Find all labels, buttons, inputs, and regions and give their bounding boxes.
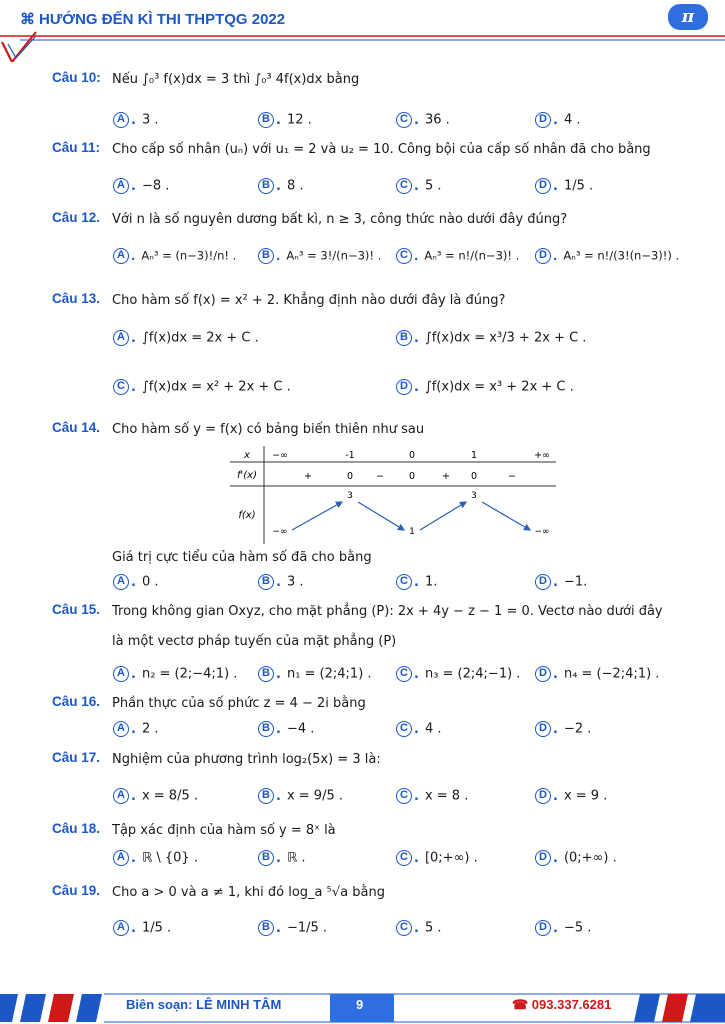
question-label: Câu 13. [52, 291, 101, 306]
vt-fprime-zero: 0 [470, 471, 478, 482]
q13-option-a[interactable]: A . ∫f(x)dx = 2x + C . [113, 330, 259, 346]
q14-option-d[interactable]: D . −1. [535, 574, 587, 590]
option-letter-icon: B [396, 330, 412, 346]
q15-option-a[interactable]: A . n₂ = (2;−4;1) . [113, 666, 237, 682]
q15-option-d[interactable]: D . n₄ = (−2;4;1) . [535, 666, 659, 682]
question-text: Tập xác định của hàm số y = 8ˣ là [112, 823, 336, 838]
page-header [0, 0, 725, 62]
vt-x-value: +∞ [534, 450, 550, 461]
vt-f-value: −∞ [272, 527, 288, 537]
q11-option-b[interactable]: B . 8 . [258, 178, 304, 194]
question-text: Giá trị cực tiểu của hàm số đã cho bằng [112, 550, 372, 565]
page-number: 9 [356, 997, 364, 1012]
q16-option-c[interactable]: C . 4 . [396, 721, 442, 737]
q17-option-a[interactable]: A . x = 8/5 . [113, 788, 198, 804]
question-text: Trong không gian Oxyz, cho mặt phẳng (P): 2x + 4y − z − 1 = 0. Vectơ nào dưới đây [112, 604, 663, 619]
option-letter-icon: D [396, 379, 412, 395]
q17-option-d[interactable]: D . x = 9 . [535, 788, 607, 804]
vt-row-label-f: f(x) [238, 510, 256, 521]
q15-option-b[interactable]: B . n₁ = (2;4;1) . [258, 666, 372, 682]
vt-fprime-sign: − [508, 471, 516, 482]
decrease-arrow-icon [482, 502, 530, 530]
q18-option-b[interactable]: B . ℝ . [258, 850, 306, 866]
vt-f-value: 1 [409, 527, 415, 537]
vt-x-value: -1 [345, 450, 355, 461]
question-label: Câu 12. [52, 210, 101, 225]
vt-x-value: 1 [470, 450, 478, 461]
vt-f-value: −∞ [534, 527, 550, 537]
q16-option-a[interactable]: A . 2 . [113, 721, 159, 737]
pi-badge: π [668, 4, 708, 30]
q19-option-c[interactable]: C . 5 . [396, 920, 442, 936]
q10-option-c[interactable]: C . 36 . [396, 112, 450, 128]
q12-option-a[interactable]: A . Aₙ³ = (n−3)!/n! . [113, 248, 236, 264]
q18-option-d[interactable]: D . (0;+∞) . [535, 850, 617, 866]
option-letter-icon: B [258, 248, 274, 264]
option-letter-icon: A [113, 721, 129, 737]
question-label: Câu 18. [52, 821, 101, 836]
option-letter-icon: C [396, 666, 412, 682]
q15-option-c[interactable]: C . n₃ = (2;4;−1) . [396, 666, 520, 682]
footer-phone: ☎ 093.337.6281 [512, 997, 612, 1012]
q13-option-b[interactable]: B . ∫f(x)dx = x³/3 + 2x + C . [396, 330, 586, 346]
option-letter-icon: A [113, 112, 129, 128]
q10-option-d[interactable]: D . 4 . [535, 112, 581, 128]
q17-option-c[interactable]: C . x = 8 . [396, 788, 468, 804]
footer-author: Biên soạn: LÊ MINH TÂM [126, 997, 282, 1012]
vt-x-value: 0 [408, 450, 416, 461]
q14-option-b[interactable]: B . 3 . [258, 574, 304, 590]
option-letter-icon: B [258, 788, 274, 804]
option-letter-icon: A [113, 920, 129, 936]
option-letter-icon: D [535, 248, 551, 264]
option-letter-icon: A [113, 850, 129, 866]
increase-arrow-icon [292, 502, 342, 530]
option-letter-icon: B [258, 666, 274, 682]
q10-option-b[interactable]: B . 12 . [258, 112, 312, 128]
option-letter-icon: A [113, 574, 129, 590]
q17-option-b[interactable]: B . x = 9/5 . [258, 788, 343, 804]
q19-option-b[interactable]: B . −1/5 . [258, 920, 327, 936]
q19-option-a[interactable]: A . 1/5 . [113, 920, 171, 936]
increase-arrow-icon [420, 502, 466, 530]
option-letter-icon: B [258, 920, 274, 936]
q10-option-a[interactable]: A . 3 . [113, 112, 159, 128]
q11-option-a[interactable]: A . −8 . [113, 178, 169, 194]
vt-f-value: 3 [471, 491, 477, 501]
q13-option-d[interactable]: D . ∫f(x)dx = x³ + 2x + C . [396, 379, 574, 395]
vt-fprime-zero: 0 [408, 471, 416, 482]
option-letter-icon: C [396, 721, 412, 737]
vt-x-value: −∞ [272, 450, 288, 461]
q19-option-d[interactable]: D . −5 . [535, 920, 591, 936]
vt-fprime-zero: 0 [346, 471, 354, 482]
question-label: Câu 14. [52, 420, 101, 435]
q16-option-b[interactable]: B . −4 . [258, 721, 314, 737]
question-label: Câu 19. [52, 883, 101, 898]
option-letter-icon: D [535, 788, 551, 804]
option-letter-icon: A [113, 248, 129, 264]
vt-fprime-sign: + [304, 471, 312, 482]
option-letter-icon: C [396, 920, 412, 936]
option-letter-icon: C [113, 379, 129, 395]
q12-option-d[interactable]: D . Aₙ³ = n!/(3!(n−3)!) . [535, 248, 679, 264]
question-label: Câu 10: [52, 70, 101, 85]
option-letter-icon: C [396, 248, 412, 264]
question-text: Nếu ∫₀³ f(x)dx = 3 thì ∫₀³ 4f(x)dx bằng [112, 72, 360, 87]
option-letter-icon: B [258, 178, 274, 194]
q14-option-a[interactable]: A . 0 . [113, 574, 159, 590]
q18-option-a[interactable]: A . ℝ \ {0} . [113, 850, 198, 866]
option-letter-icon: B [258, 112, 274, 128]
command-icon: ⌘ [20, 11, 35, 28]
q12-option-b[interactable]: B . Aₙ³ = 3!/(n−3)! . [258, 248, 381, 264]
q14-option-c[interactable]: C . 1. [396, 574, 437, 590]
option-letter-icon: C [396, 112, 412, 128]
option-letter-icon: A [113, 788, 129, 804]
q11-option-d[interactable]: D . 1/5 . [535, 178, 593, 194]
option-letter-icon: D [535, 666, 551, 682]
question-text: là một vectơ pháp tuyến của mặt phẳng (P) [112, 634, 397, 649]
option-letter-icon: C [396, 574, 412, 590]
option-letter-icon: A [113, 666, 129, 682]
header-title: ⌘ HƯỚNG ĐẾN KÌ THI THPTQG 2022 [20, 11, 286, 28]
variation-table [230, 446, 556, 544]
question-label: Câu 15. [52, 602, 101, 617]
option-letter-icon: A [113, 330, 129, 346]
option-letter-icon: D [535, 721, 551, 737]
q13-option-c[interactable]: C . ∫f(x)dx = x² + 2x + C . [113, 379, 291, 395]
question-label: Câu 16. [52, 694, 101, 709]
option-letter-icon: D [535, 920, 551, 936]
option-letter-icon: D [535, 850, 551, 866]
option-letter-icon: D [535, 112, 551, 128]
question-text: Phần thực của số phức z = 4 − 2i bằng [112, 696, 366, 711]
question-text: Nghiệm của phương trình log₂(5x) = 3 là: [112, 752, 381, 767]
option-letter-icon: D [535, 574, 551, 590]
question-text: Cho a > 0 và a ≠ 1, khi đó log_a ⁵√a bằng [112, 885, 385, 900]
vt-fprime-sign: + [442, 471, 450, 482]
option-letter-icon: C [396, 178, 412, 194]
option-letter-icon: B [258, 850, 274, 866]
question-label: Câu 17. [52, 750, 101, 765]
q16-option-d[interactable]: D . −2 . [535, 721, 591, 737]
option-letter-icon: B [258, 721, 274, 737]
option-letter-icon: C [396, 850, 412, 866]
question-text: Cho hàm số y = f(x) có bảng biến thiên như sau [112, 422, 425, 437]
q12-option-c[interactable]: C . Aₙ³ = n!/(n−3)! . [396, 248, 519, 264]
vt-row-label-x: x [244, 450, 250, 461]
vt-row-label-fprime: f'(x) [237, 470, 257, 481]
option-letter-icon: A [113, 178, 129, 194]
vt-f-value: 3 [347, 491, 353, 501]
option-letter-icon: C [396, 788, 412, 804]
vt-fprime-sign: − [376, 471, 384, 482]
option-letter-icon: B [258, 574, 274, 590]
q18-option-c[interactable]: C . [0;+∞) . [396, 850, 478, 866]
question-text: Cho hàm số f(x) = x² + 2. Khẳng định nào dưới đây là đúng? [112, 293, 506, 308]
question-label: Câu 11: [52, 140, 101, 155]
decrease-arrow-icon [358, 502, 404, 530]
q11-option-c[interactable]: C . 5 . [396, 178, 442, 194]
question-text: Cho cấp số nhân (uₙ) với u₁ = 2 và u₂ = 10. Công bội của cấp số nhân đã cho bằng [112, 142, 651, 157]
question-text: Với n là số nguyên dương bất kì, n ≥ 3, công thức nào dưới đây đúng? [112, 212, 568, 227]
option-letter-icon: D [535, 178, 551, 194]
